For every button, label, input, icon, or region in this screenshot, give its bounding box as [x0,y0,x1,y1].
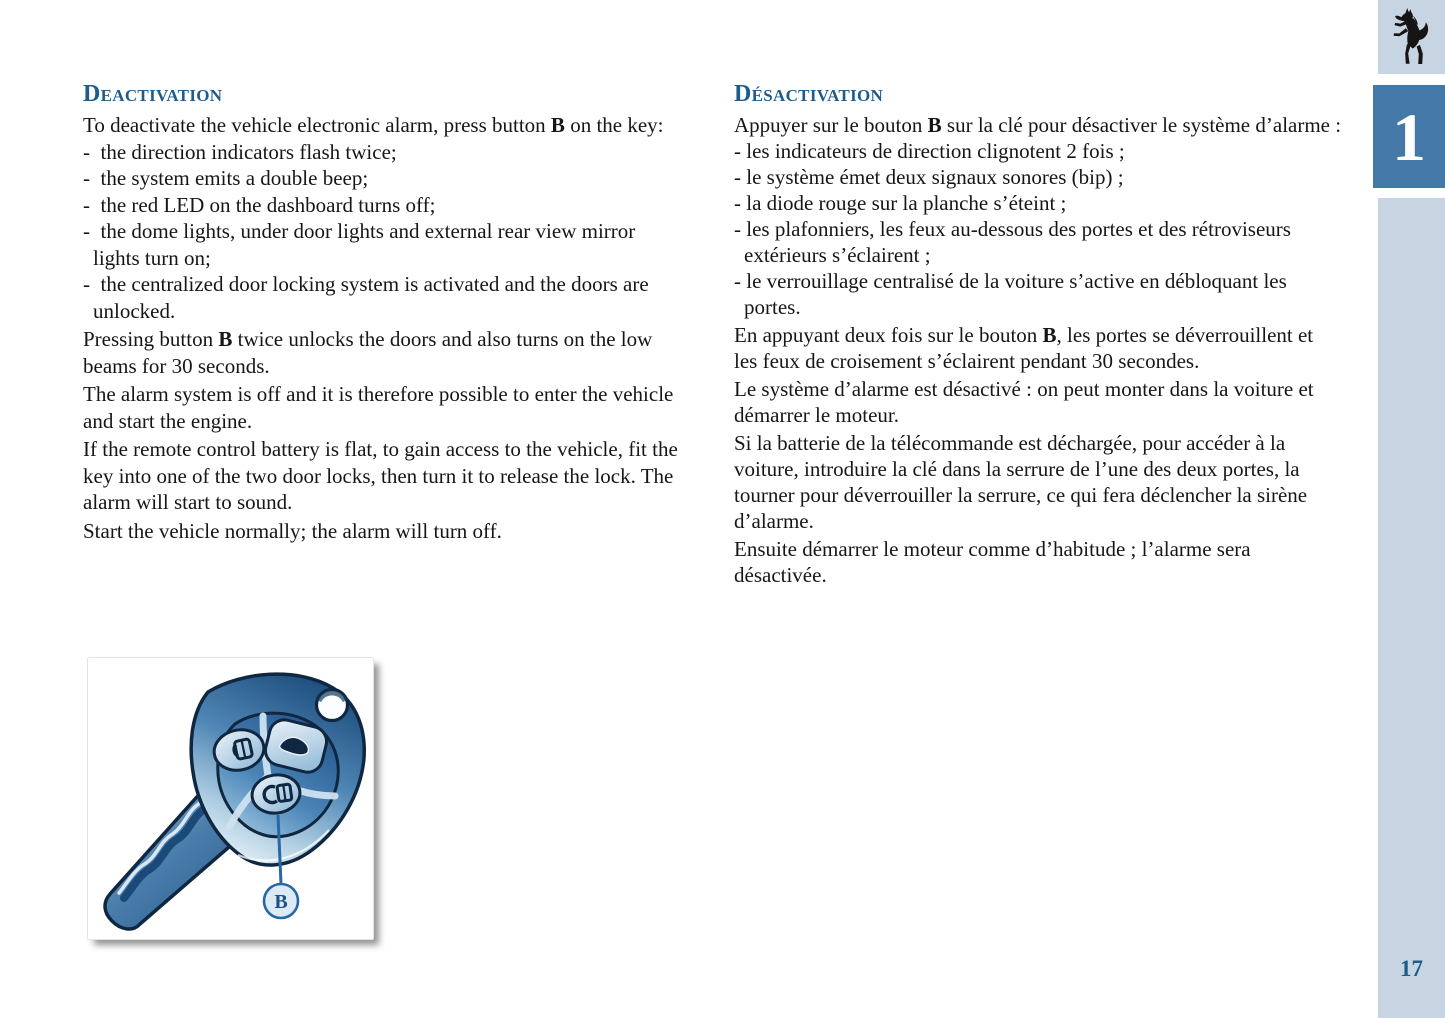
bullet-item: - the system emits a double beep; [83,166,369,190]
bullet-item: - the centralized door locking system is activated and the doors are [83,272,649,296]
paragraph-flat-battery-en: If the remote control battery is flat, to gain access to the vehicle, fit the [83,437,678,461]
bullet-item: - the dome lights, under door lights and external rear view mirror [83,219,636,243]
chapter-tab: 1 [1373,85,1445,188]
paragraph-line: voiture, introduire la clé dans la serrure de l’une des deux portes, la [734,457,1300,481]
bullet-item: - la diode rouge sur la planche s’éteint ; [734,191,1067,215]
english-column [83,81,703,544]
button-b-reference: B [218,327,233,351]
text-run: on the key: [564,113,664,137]
paragraph-line: d’alarme. [734,509,814,533]
section-heading-fr: Désactivation [734,81,884,107]
text-run: , les portes se déverrouillent et [1056,323,1314,347]
bullet-item: - le système émet deux signaux sonores (bip) ; [734,165,1124,189]
paragraph-line: key into one of the two door locks, then turn it to release the lock. The [83,463,674,488]
button-b-reference: B [927,113,942,137]
horse-tail [1419,22,1428,40]
horse-hindleg-right [1417,45,1423,64]
bullet-item-continuation: extérieurs s’éclairent ; [744,243,931,267]
bullet-item: - les indicateurs de direction clignotent 2 fois ; [734,139,1125,163]
paragraph-line: beams for 30 seconds. [83,353,270,378]
paragraph-line: alarm will start to sound. [83,490,293,514]
paragraph-alarm-off-en: The alarm system is off and it is therefore possible to enter the vehicle [83,382,674,406]
paragraph-deverrouille-fr [734,322,1366,348]
bullet-item: - the red LED on the dashboard turns off; [83,192,436,217]
paragraph-batterie-fr: Si la batterie de la télécommande est déchargée, pour accéder à la [734,431,1286,455]
page-number: 17 [1400,956,1423,981]
paragraph-line: and start the engine. [83,408,253,433]
sidebar-bottom-strip [1378,198,1445,1018]
key-figure [87,657,374,940]
paragraph-ensuite-fr: Ensuite démarrer le moteur comme d’habitude ; l’alarme sera [734,537,1251,561]
text-run: To deactivate the vehicle electronic alarm, press button [83,113,551,137]
paragraph-start-en: Start the vehicle normally; the alarm will turn off. [83,518,502,543]
keyring-hole [317,690,348,721]
horse-foreleg-lower [1394,28,1409,36]
french-column [734,81,1366,588]
callout-label: B [274,891,288,913]
button-b-reference: B [550,113,565,137]
paragraph-intro-en [83,112,703,139]
text-run: sur la clé pour désactiver le système d’alarme : [941,113,1342,137]
paragraph-pressing-en [83,326,703,353]
bullet-item-continuation: unlocked. [93,298,176,323]
text-run: Pressing button [83,327,219,351]
ferrari-prancing-horse-logo [1392,7,1430,67]
bullet-item: - the direction indicators flash twice; [83,139,397,164]
paragraph-line: démarrer le moteur. [734,403,900,427]
button-b-reference: B [1042,323,1057,347]
bullet-item-continuation: lights turn on; [93,245,211,270]
paragraph-line: tourner pour déverrouiller la serrure, ce qui fera déclencher la sirène [734,483,1308,507]
text-run: twice unlocks the doors and also turns on the low [232,327,653,351]
horse-hindleg-left [1405,44,1410,64]
paragraph-line: désactivée. [734,563,827,587]
bullet-item-continuation: portes. [744,295,801,319]
bullet-item: - les plafonniers, les feux au-dessous des portes et des rétroviseurs [734,217,1291,241]
section-heading-en: Deactivation [83,81,223,107]
text-run: Appuyer sur le bouton [734,113,928,137]
bullet-item: - le verrouillage centralisé de la voiture s’active en débloquant les [734,269,1287,293]
paragraph-intro-fr [734,112,1366,138]
paragraph-desactive-fr: Le système d’alarme est désactivé : on peut monter dans la voiture et [734,377,1314,401]
key-illustration [88,658,373,939]
text-run: En appuyant deux fois sur le bouton [734,323,1043,347]
paragraph-line: les feux de croisement s’éclairent pendant 30 secondes. [734,349,1200,373]
